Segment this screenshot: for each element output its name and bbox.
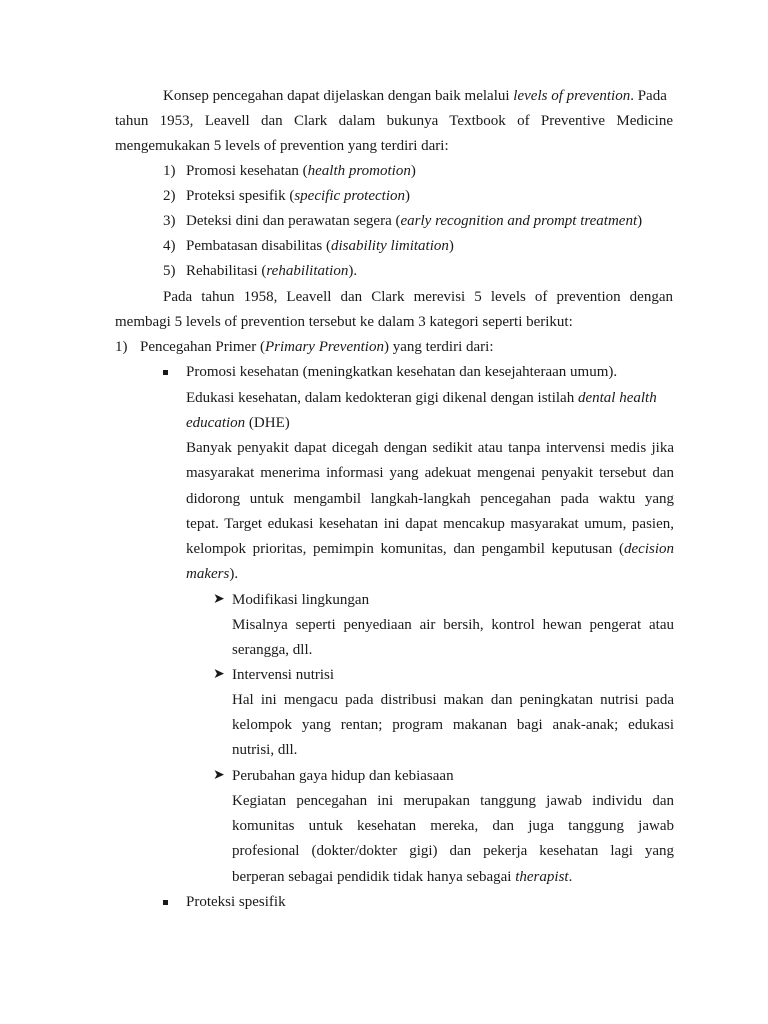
level-item: Proteksi spesifik (specific protection)	[186, 188, 410, 204]
promo-para-line-3: didorong untuk mengambil langkah-langkah pencegahan pada waktu yang	[186, 491, 674, 507]
sub-title-modifikasi: Modifikasi lingkungan	[232, 592, 370, 608]
proteksi-title: Proteksi spesifik	[186, 894, 286, 910]
intro-line-2: tahun 1953, Leavell dan Clark dalam bukunya Textbook of Preventive Medicine	[115, 113, 673, 129]
square-bullet-icon	[163, 900, 168, 905]
level-number: 4)	[163, 238, 176, 254]
sub-line: nutrisi, dll.	[232, 742, 298, 758]
promo-para-line-5: kelompok prioritas, pemimpin komunitas, dan pengambil keputusan (decision	[186, 541, 674, 557]
promo-para-line-4: tepat. Target edukasi kesehatan ini dapat mencakup masyarakat umum, pasien,	[186, 516, 674, 532]
sub-title-perubahan: Perubahan gaya hidup dan kebiasaan	[232, 768, 454, 784]
promo-para-line-1: Banyak penyakit dapat dicegah dengan sedikit atau tanpa intervensi medis jika	[186, 440, 674, 456]
primary-number: 1)	[115, 339, 128, 355]
sub-line: komunitas untuk kesehatan mereka, dan juga tanggung jawab	[232, 818, 674, 834]
arrow-bullet-icon: ➤	[213, 667, 225, 682]
sub-line: profesional (dokter/dokter gigi) dan pekerja kesehatan lagi yang	[232, 843, 674, 859]
intro-text-end: . Pada	[630, 88, 667, 104]
dhe-line-2: education (DHE)	[186, 415, 290, 431]
intro-line-1	[163, 86, 673, 106]
level-item: Pembatasan disabilitas (disability limitation)	[186, 238, 454, 254]
intro-italic: levels of prevention	[513, 88, 631, 104]
level-item: Deteksi dini dan perawatan segera (early recognition and prompt treatment)	[186, 213, 643, 229]
level-number: 3)	[163, 213, 176, 229]
level-item: Promosi kesehatan (health promotion)	[186, 163, 416, 179]
sub-line: kelompok yang rentan; program makanan bagi anak-anak; edukasi	[232, 717, 674, 733]
level-number: 2)	[163, 188, 176, 204]
revision-line-1: Pada tahun 1958, Leavell dan Clark merevisi 5 levels of prevention dengan	[163, 289, 673, 305]
intro-line-3: mengemukakan 5 levels of prevention yang terdiri dari:	[115, 138, 449, 154]
arrow-bullet-icon: ➤	[213, 592, 225, 607]
square-bullet-icon	[163, 370, 168, 375]
sub-line: Hal ini mengacu pada distribusi makan dan peningkatan nutrisi pada	[232, 692, 674, 708]
sub-line: Misalnya seperti penyediaan air bersih, kontrol hewan pengerat atau	[232, 617, 674, 633]
sub-line: Kegiatan pencegahan ini merupakan tanggung jawab individu dan	[232, 793, 674, 809]
sub-title-intervensi: Intervensi nutrisi	[232, 667, 335, 683]
dhe-line-1: Edukasi kesehatan, dalam kedokteran gigi dikenal dengan istilah dental health	[186, 390, 657, 406]
level-item: Rehabilitasi (rehabilitation).	[186, 263, 358, 279]
level-number: 5)	[163, 263, 176, 279]
intro-text: Konsep pencegahan dapat dijelaskan dengan baik melalui	[163, 88, 514, 104]
level-number: 1)	[163, 163, 176, 179]
sub-line: berperan sebagai pendidik tidak hanya sebagai therapist.	[232, 869, 573, 885]
sub-line: serangga, dll.	[232, 642, 313, 658]
promo-para-line-6: makers).	[186, 566, 239, 582]
revision-line-2: membagi 5 levels of prevention tersebut ke dalam 3 kategori seperti berikut:	[115, 314, 573, 330]
promo-para-line-2: masyarakat menerima informasi yang adekuat mengenai penyakit tersebut dan	[186, 465, 674, 481]
promo-title: Promosi kesehatan (meningkatkan kesehatan dan kesejahteraan umum).	[186, 364, 618, 380]
primary-heading: Pencegahan Primer (Primary Prevention) yang terdiri dari:	[140, 339, 494, 355]
arrow-bullet-icon: ➤	[213, 768, 225, 783]
